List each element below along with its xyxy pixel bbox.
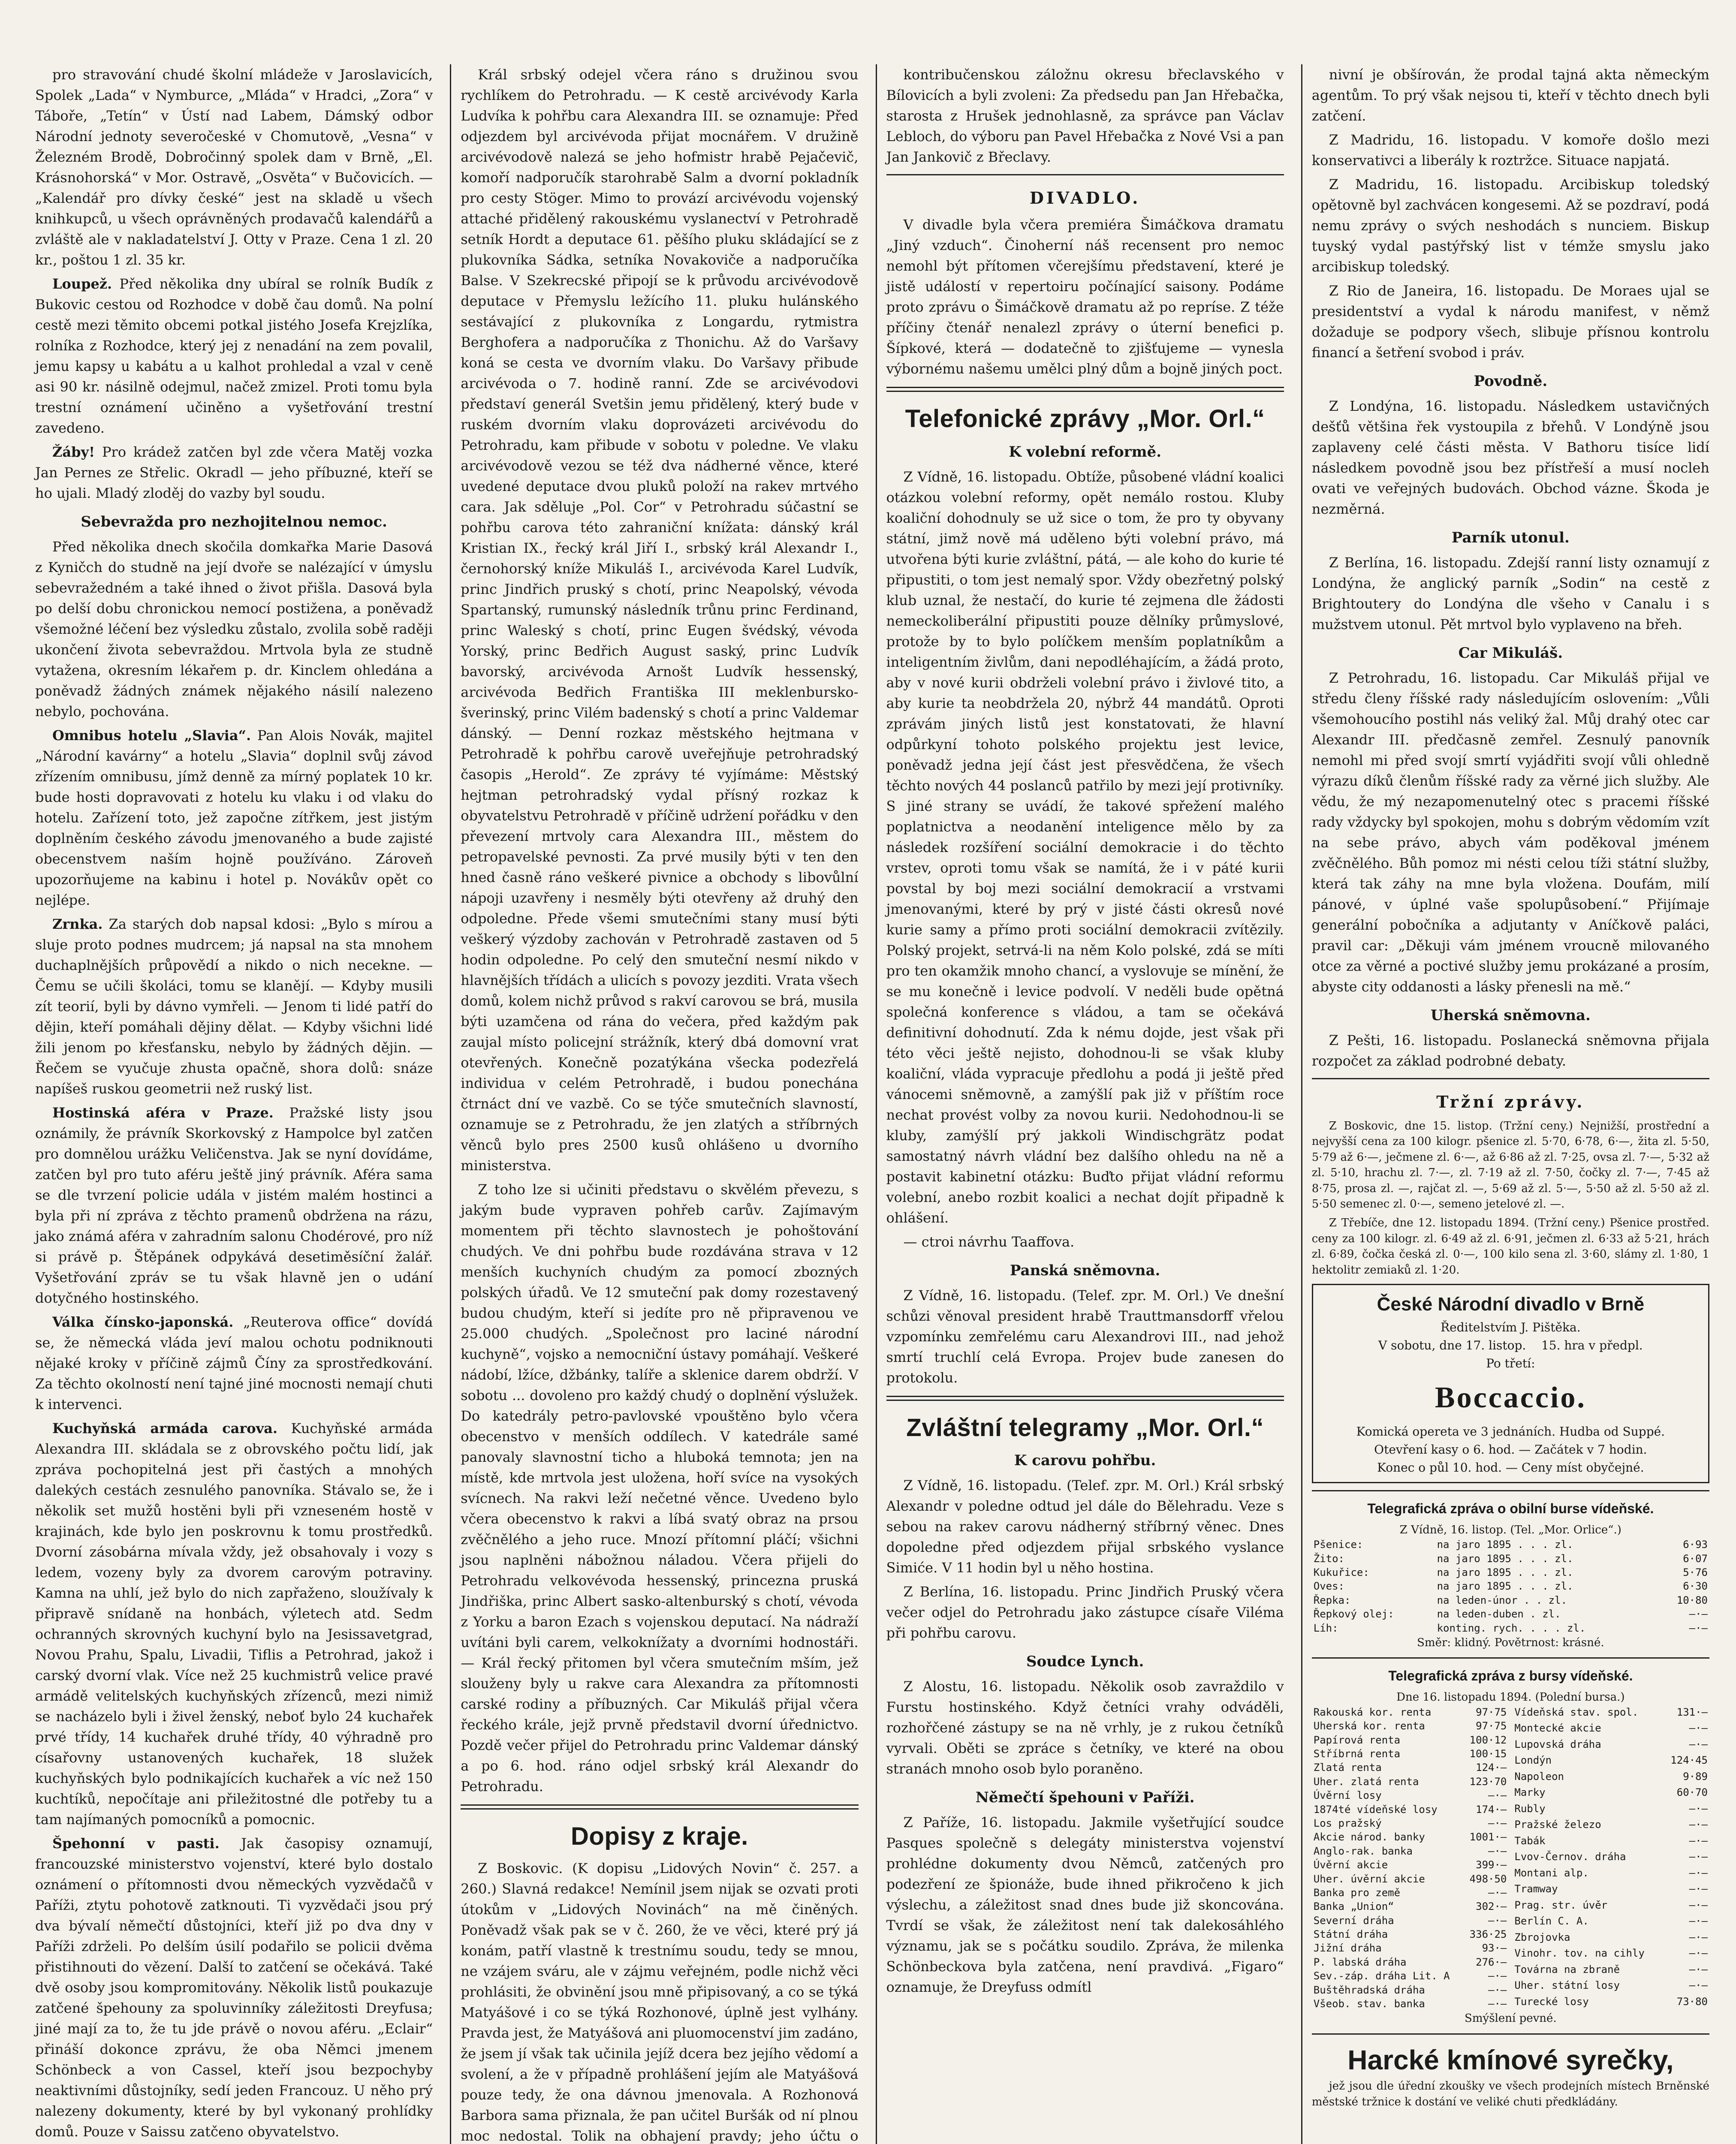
- article-rio: Z Rio de Janeira, 16. listopadu. De Moraes ujal se presidentství a vydal k národu manifest, v němž dožaduje se podpory všech, slibuje přísnou kontrolu financí a šetření svobod i práv.: [1311, 283, 1709, 361]
- stock-row: [1312, 1886, 1509, 1900]
- table-cell: na jaro 1895 . . . zl.: [1437, 1539, 1573, 1551]
- grain-row: [1312, 1621, 1709, 1635]
- table-cell: 73·80: [1676, 1995, 1708, 2008]
- table-cell: Úvěrní akcie: [1313, 1859, 1388, 1871]
- table-cell: —·—: [1689, 1738, 1708, 1750]
- table-cell: —·—: [1689, 1834, 1708, 1847]
- table-cell: Marky: [1514, 1786, 1546, 1799]
- table-cell: Kukuřice:: [1313, 1566, 1369, 1579]
- table-cell: Uher. úvěrní akcie: [1313, 1873, 1425, 1885]
- article-omnibus: Omnibus hotelu „Slavia“. Pan Alois Novák, majitel „Národní kavárny“ a hotelu „Slavia“ doplnil svůj závod zřízením omnibusu, jímž denně za mírný poplatek 10 kr. bude hosti dopravovati z hotelu ku vlaku i od vlaku do hotelu. Zařízení toto, jež započne zítřkem, jest jistým doplněním českého závodu jmenovaného a bude zajisté obecenstvem naším hojně používáno. Zároveň upozorňujeme na kabinu i hotel p. Novákův opět co nejlépe.: [35, 727, 433, 908]
- stock-row: [1312, 1705, 1509, 1719]
- stock-row: [1312, 1900, 1509, 1913]
- table-cell: Uher. zlatá renta: [1313, 1775, 1419, 1788]
- table-cell: Jižní dráha: [1313, 1942, 1382, 1954]
- table-cell: Papírová renta: [1313, 1734, 1401, 1746]
- ad-syrecky-text: jež jsou dle úřední zkoušky ve všech prodejních místech Brněnské městské tržnice k dostání ve veliké chuti předkládány.: [1311, 2080, 1709, 2108]
- ad-syrecky-title: Harcké kmínové syrečky,: [1347, 2044, 1674, 2075]
- theater-time-1: Otevření kasy o 6. hod. — Začátek v 7 hodin.: [1374, 1442, 1647, 1457]
- table-cell: Lupovská dráha: [1514, 1738, 1601, 1750]
- heading-kuchynska: Kuchyňská armáda carova.: [52, 1420, 278, 1436]
- stock-row: [1513, 1802, 1709, 1818]
- article-spehouni: Špehonní v pasti. Jak časopisy oznamují, francouzské ministerstvo vojenství, které bylo dostalo oznámení o přítomnosti dvou německých vyzvědačů v Paříži, ztytu pohotově zatknouti. Ti vyzvědači jsou prý dva bývalí němečtí důstojníci, kteří již po dva dny v Paříži zdrželi. Po delším úsilí podařilo se policii dvěma přistihnouti do vězení. Další to zatčení se očekává. Také dvě osoby jsou kompromitovány. Několik listů poukazuje zatčené špehouny za spoluvinníky záležitosti Dreyfusa; jiné mají za to, že tu jde právě o novou aféru. „Eclair“ přináší dokonce zprávu, že oba Němci jmenem Schönbeck a von Cassel, kteří jsou bezpochyby neaktivními důstojníky, sedí jeden Francouz. U něho prý nalezeny dokumenty, které by byl vykonaný prohlídky domů. Pouze v Saissu zatčeno obyvatelstvo.: [35, 1835, 433, 2140]
- heading-dopisy: Dopisy z kraje.: [571, 1822, 748, 1850]
- stock-row: [1513, 1866, 1709, 1882]
- table-cell: 97·75: [1476, 1720, 1507, 1732]
- table-cell: Akcie národ. banky: [1313, 1831, 1425, 1843]
- table-cell: —·—: [1689, 1722, 1708, 1734]
- stock-row: [1312, 1927, 1509, 1941]
- table-cell: —·—: [1488, 1789, 1507, 1802]
- table-cell: 498·50: [1469, 1873, 1507, 1885]
- table-cell: Vinohr. tov. na cihly: [1514, 1947, 1645, 1960]
- stock-row: [1312, 1719, 1509, 1733]
- divider: [1312, 1657, 1709, 1659]
- table-cell: 336·25: [1469, 1928, 1507, 1941]
- table-cell: —·—: [1689, 1979, 1708, 1992]
- stock-row: [1513, 1818, 1709, 1834]
- table-cell: Žito:: [1313, 1552, 1344, 1565]
- table-cell: na jaro 1895 . . . zl.: [1437, 1580, 1573, 1593]
- theater-play: Boccaccio.: [1435, 1381, 1586, 1414]
- stock-row: [1312, 1803, 1509, 1816]
- heading-uherska: Uherská sněmovna.: [1430, 1007, 1591, 1024]
- stock-row: [1513, 1834, 1709, 1850]
- market-boskovice: Z Boskovic, dne 15. listop. (Tržní ceny.) Nejnižší, prostřední a nejvyšší cena za 100 kilogr. pšenice zl. 5·70, 6·78, 6·—, žita zl. 5·50, 5·79 až 6·—, ječmene zl. 6·—, až 6·86 až zl. 7·25, ovsa zl. 7·—, 5·32 až zl. 5·10, hrachu zl. 7·—, zl. 7·19 až zl. 7·50, čočky zl. 7·—, 7·45 až 8·75, prosa zl. —, rajčat zl. —, 5·69 až zl. 5·—, 5·50 až zl. 5·50 až zl. 5·50 semenec zl. 0·—, semeno jetelové zl. —.: [1311, 1120, 1709, 1211]
- columns: [26, 64, 1719, 2144]
- grain-table: [1312, 1538, 1709, 1635]
- article-kontribucenska: kontribučenskou záložnu okresu břeclavského v Bílovicích a byli zvoleni: Za předsedu pan Jan Hřebačka, starosta z Hrušek jednohlasně, za správce pan Václav Lebloch, do výboru pan Pavel Hřebačka z Nové Vsi a pan Jan Jankovič z Břeclavy.: [886, 66, 1284, 165]
- table-cell: Pražské železo: [1514, 1819, 1601, 1831]
- table-cell: Oves:: [1313, 1580, 1344, 1593]
- table-cell: Uher. státní losy: [1514, 1979, 1620, 1992]
- stock-row: [1513, 1882, 1709, 1898]
- theater-first: Po třetí:: [1486, 1356, 1535, 1370]
- table-cell: —·—: [1488, 1984, 1507, 1996]
- stock-row: [1513, 1770, 1709, 1786]
- divider: [1312, 1078, 1709, 1079]
- table-cell: Banka pro země: [1313, 1886, 1401, 1899]
- grain-row: [1312, 1552, 1709, 1566]
- table-cell: Prag. str. úvěr: [1514, 1899, 1608, 1911]
- table-cell: 97·75: [1476, 1706, 1507, 1718]
- theater-title: České Národní divadlo v Brně: [1377, 1293, 1645, 1315]
- stock-row: [1513, 1721, 1709, 1737]
- grain-row: [1312, 1593, 1709, 1607]
- table-cell: na leden-duben . zl.: [1437, 1608, 1561, 1620]
- table-cell: —·—: [1689, 1931, 1708, 1943]
- table-cell: 399·—: [1476, 1859, 1507, 1871]
- table-cell: Tabák: [1514, 1834, 1546, 1847]
- divider: [886, 174, 1284, 175]
- stock-row: [1312, 1941, 1509, 1955]
- table-cell: 124·45: [1670, 1754, 1708, 1767]
- stock-row: [1312, 1858, 1509, 1872]
- stocks-table-right: [1513, 1705, 1709, 2011]
- divider: [461, 1804, 858, 1810]
- table-cell: Turecké losy: [1514, 1995, 1589, 2008]
- heading-car-mikulas: Car Mikuláš.: [1458, 644, 1563, 662]
- table-cell: Uherská kor. renta: [1313, 1720, 1425, 1732]
- article-sebevrazda: Před několika dnech skočila domkařka Marie Dasová z Kyničch do studně na její dvoře se nalézající v úmyslu sebevražedném a také ihned o život přišla. Dasová byla po delší dobu chronickou nemocí postižena, a poněvadž všemožné léčení bez výsledku zůstalo, zvolila sobě raději ukončení života sebevraždou. Mrtvola byla ze studně vytažena, okresním lékařem p. dr. Kinclem ohledána a poněvadž žádných známek nějakého násilí nalezeno nebylo, pochována.: [35, 539, 433, 720]
- article-zaby: Žáby! Pro krádež zatčen byl zde včera Matěj vozka Jan Pernes ze Střelic. Okradl — jeho příbuzné, kteří se ho ujali. Mladý zloděj do vazby byl soudu.: [35, 444, 433, 501]
- table-cell: Zbrojovka: [1514, 1931, 1570, 1943]
- article-parnik: Z Berlína, 16. listopadu. Zdejší ranní listy oznamují z Londýna, že anglický parník „Sodin“ na cestě z Brightoutery do Londýna dle všeho v Canalu i s mužstvem utonul. Pět mrtvol bylo vyplaveno na břeh.: [1311, 554, 1709, 632]
- table-cell: —·—: [1689, 1819, 1708, 1831]
- theater-time-2: Konec o půl 10. hod. — Ceny míst obyčejné.: [1377, 1460, 1644, 1475]
- table-cell: —·—: [1689, 1867, 1708, 1879]
- stock-row: [1312, 1983, 1509, 1997]
- table-cell: Líh:: [1313, 1622, 1338, 1634]
- stock-row: [1513, 1737, 1709, 1754]
- table-cell: 131·—: [1676, 1706, 1708, 1718]
- article-valka: Válka čínsko-japonská. „Reuterova office“ dovídá se, že německá vláda jeví malou ochotu podniknouti nějaké kroky v příčině zájmů Číny za sprostředkování. Za těchto okolností není tajné jiné mocnosti nemají chuti k intervenci.: [35, 1314, 433, 1412]
- article-kral-srbsky: Král srbský odejel včera ráno s družinou svou rychlíkem do Petrohradu. — K cestě arcivévody Karla Ludvíka k pohřbu cara Alexandra III. se oznamuje: Před odjezdem byl arcivévoda přijat mocnářem. V družině arcivévodově nalezá se jeho hofmistr hrabě Pejačevič, komoří nadporučík starohrabě Salm a dvorní pokladník pro cesty Stöger. Mimo to provází arcivévodu vojenský attaché přidělený rakouskému vyslanectví v Petrohradě setník Hordt a deputace 61. pěšího pluku skládající se z plukovníka Sádka, setníka Novakoviče a nadporučíka Balse. V Szekrecské připojí se k průvodu arcivévodově deputace v Přemyslu ležícího 11. pluku hulánského sestávající z plukovníka z Longardu, rytmistra Berghofera a nadporučíka z Thonichu. Až do Varšavy koná se cesta ve dvorním vlaku. Do Varšavy přibude arcivévoda o 7. hodině ranní. Zde se arcivévodovi představí generál Svetšin jemu přidělený, který bude v ruském dvorním vlaku doprovázeti arcivévodu do Petrohradu, kam přibude v sobotu v poledne. Ve vlaku arcivévodově vezou se též dva nádherné věnce, které uvedené deputace dvou pluků položí na rakev mrtvého cara. Jak sděluje „Pol. Cor“ v Petrohradu súčastní se pohřbu carova této zahraniční knížata: dánský král Kristian IX., řecký král Jiří I., srbský král Alexandr I., černohorský kníže Mikuláš I., arcivévoda Karel Ludvík, princ Jindřich pruský s chotí, princ Neapolský, vévoda Spartanský, rumunský následník trůnu princ Ferdinand, princ Waleský s chotí, princ Eugen švédský, vévoda Yorský, princ Bedřich August saský, princ Ludvík bavorský, arcivévoda Arnošt Ludvík hessenský, arcivévoda Bedřich Františka III meklenbursko-šverinský, princ Vilém badenský s chotí a princ Valdemar dánský. — Denní rozkaz městského hejtmana v Petrohradě k pohřbu carově uveřejňuje petrohradský časopis „Herold“. Ze zprávy té vyjímáme: Městský hejtman petrohradský vydal přísný rozkaz k obyvatelstvu Petrohradě v příčině udržení pořádku v den převezení mrtvoly cara Alexandra III., městem do petropavelské pevnosti. Za prvé musily býti v ten den hned časně ráno veškeré pivnice a obchody s libovůlní nápoji uzavřeny i nesměly býti otevřeny až druhý den odpoledne. Přede všemi smutečními stany musí býti veškerý výzdoby zachován v Petrohradě zastaven od 5 hodin odpoledne. Po celý den smuteční nesmí nikdo v hlavnějších třídách a ulicích s povozy jezditi. Vrata všech domů, kolem nichž průvod s rakví carovou se brá, musila býti uzamčena od rána do večera, před každým pak zaujal místo policejní strážník, který dbá domovní vrat otevřených. Konečně pozatýkána všecka podezřelá individua v celém Petrohradě, i budou ponechána čtrnáct dní ve vazbě. Co se týče smutečních slavností, oznamuje se z Petrohradu, že jen zlatých a stříbrných věnců bylo pres 2500 kusů ohlášeno u dvorního ministerstva.: [461, 66, 859, 1174]
- article-povodne: Z Londýna, 16. listopadu. Následkem ustavičných dešťů většina řek vystoupila z břehů. V Londýně jsou zaplaveny celé části města. V Bathoru tisíce lidí následkem povodně jsou bez přístřeší a musí nocleh ovati ve veřejných budovách. Obchod vázne. Škoda je nezměrná.: [1311, 398, 1709, 517]
- article-nivni: nivní je obšírován, že prodal tajná akta německým agentům. To prý však nejsou ti, kteří v těchto dnech byli zatčení.: [1311, 66, 1709, 124]
- stock-row: [1312, 1816, 1509, 1830]
- table-cell: Továrna na zbraně: [1514, 1963, 1620, 1975]
- table-cell: 302·—: [1476, 1900, 1507, 1913]
- divider: [886, 1396, 1284, 1401]
- table-cell: Berlín C. A.: [1514, 1915, 1589, 1927]
- grain-row: [1312, 1579, 1709, 1593]
- stock-row: [1513, 1963, 1709, 1979]
- table-cell: Montani alp.: [1514, 1867, 1589, 1879]
- theater-director: Ředitelstvím J. Pištěka.: [1441, 1320, 1581, 1334]
- stock-row: [1513, 1786, 1709, 1802]
- table-cell: 123·70: [1469, 1775, 1507, 1788]
- stock-row: [1513, 1914, 1709, 1930]
- theater-ad: [1312, 1284, 1709, 1483]
- table-cell: Všeob. stav. banka: [1313, 1998, 1425, 2010]
- table-cell: 100·15: [1469, 1747, 1507, 1760]
- stocks-footer: Smýšlení pevné.: [1465, 2012, 1557, 2025]
- heading-omnibus: Omnibus hotelu „Slavia“.: [52, 727, 251, 744]
- table-cell: Sev.-záp. dráha Lit. A: [1313, 1970, 1450, 1982]
- table-cell: —·—: [1689, 1963, 1708, 1975]
- stock-row: [1513, 1850, 1709, 1866]
- table-cell: Buštěhradská dráha: [1313, 1984, 1425, 1996]
- article-kuchynska: Kuchyňská armáda carova. Kuchyňské armáda Alexandra III. skládala se z obrovského počtu lidí, jak zpráva pochopitelná jest při častých a mnohých dalekých cestách zesnulého panovníka. Stávalo se, že i několik set mužů hostěni byli při vzneseném hostě v krajinách, kde bylo jen poskrovnu k tomu prostředků. Dvorní zásobárna mívala vždy, jež obsahovaly i vozy s ledem, vozeny byly za dvorem carovým potraviny. Kamna na uhlí, jež bylo do nich zapřaženo, sloužívaly k připravě snídaně na honbách, výletech atd. Sedm ochranných skrovných kuchyní bylo na Jesissavetgrad, Novou Prahu, Spalu, Livadii, Tiflis a Petrohrad, jakož i carský dvorní vlak. Více než 25 kuchmistrů velice pravé armádě velitelských kuchyňských zřízenců, mezi nimiž se nacházelo byli i živel ženský, neboť bylo 24 kuchařek prvé třídy, 14 kuchařek druhé třídy, 40 výhradně pro císařovny ustanovených kuchařek, 18 služek kuchyňských bylo podnikajících kuchařek a víc než 150 kuchtíků, nepočítaje ani přiležitostné dle potřeby tu a tam najímaných pomocníků a pomocnic.: [35, 1420, 433, 1828]
- divider: [886, 387, 1284, 392]
- table-cell: 6·07: [1683, 1552, 1708, 1565]
- table-cell: 10·80: [1676, 1594, 1708, 1606]
- heading-telefonicke: Telefonické zprávy „Mor. Orl.“: [905, 405, 1265, 433]
- grain-row: [1312, 1607, 1709, 1621]
- table-cell: —·—: [1689, 1899, 1708, 1911]
- heading-panska-snemovna: Panská sněmovna.: [1010, 1262, 1160, 1279]
- table-cell: Úvěrní losy: [1313, 1789, 1382, 1802]
- heading-trzni: Tržní zprávy.: [1436, 1092, 1585, 1111]
- heading-zaby: Žáby!: [52, 444, 95, 460]
- article-loupez: Loupež. Před několika dny ubíral se rolník Budík z Bukovic cestou od Rozhodce v době čau domů. Na polní cestě mezi těmito obcemi potkal jistého Josefa Krejzlíka, rolníka z Rozhodce, který jej z nenadání na zem povalil, jemu kapsy u kabátu a u kalhot prohledal a vzal v ceně asi 90 kr. násilně odejmul, načež zmizel. Proti tomu byla trestní oznámení učiněno a vyšetřování trestní zavedeno.: [35, 276, 433, 436]
- table-cell: na jaro 1895 . . . zl.: [1437, 1552, 1573, 1565]
- article-pohreb-cont: Z toho lze si učiniti představu o skvělém převezu, s jakým bude vypraven pohřeb carův. Zajímavým momentem při těchto slavnostech je pohoštování chudých. Ve dni pohřbu bude rozdávána strava v 12 menších kuchyních chudým za pomocí zbozných polských úřadů. Ve 12 smuteční pak domy rozestavený budou chudým, kteří si jedíte pro ně připravenou ve 25.000 chudých. „Společnost pro laciné národní kuchyně“, vojsko a nemocniční ústavy pomáhají. Veškeré nádobí, lžíce, džbánky, talíře a sklenice darem obdrží. V sobotu ... dovoleno pro každý chudý o doplnění výslužek. Do katedrály petro-pavlovské vpouštěno bylo včera obecenstvo v menších oddílech. V katedrále samé panovaly slavnostní ticho a hluboká temnota; jen na místě, kde mrtvola jest uložena, hoří svíce na vysokých svícnech. Na rakvi leží nečetné věnce. Uvedeno bylo včera obecenstvo k rakvi a líbá svatý obraz na prsou zvěčnělého a jeho ruce. Mnozí přítomní pláčí; všichni jsou naplněni nábožnou náladou. Včera přijeli do Petrohradu velkovévoda hessenský, princezna pruská Jindřiška, princ Albert sasko-altenburský s chotí, vévoda z Yorku a baron Ezach s vojenskou deputací. Na nádraží uvítáni byli carem, velkoknížaty a dvorními hodnostáři. — Král řecký přitomen byl včera smutečním mším, jež slouženy byly u rakve cara Alexandra za přítomnosti carské rodiny a příbuzných. Car Mikuláš přijal včera řeckého krále, jejž prvně představil dvorní úřednictvo. Pozdě večer přijel do Petrohradu princ Valdemar dánský a po 6. hod. ráno odjel srbský král Alexandr do Petrohradu.: [461, 1181, 859, 1795]
- table-cell: 93·—: [1482, 1942, 1507, 1954]
- table-cell: Stříbrná renta: [1313, 1747, 1401, 1760]
- heading-sebevrazda: Sebevražda pro nezhojitelnou nemoc.: [81, 513, 387, 530]
- heading-nemecti-spehouni: Němečtí špehouni v Paříži.: [975, 1789, 1195, 1807]
- article-hostinska: Hostinská aféra v Praze. Pražské listy jsou oznámily, že právník Skorkovský z Hampolce byl zatčen pro domnělou urážku Veličenstva. Jak se nyní dovídáme, zatčen byl pro tuto aféru ještě jiný právník. Aféra sama se dle tvrzení policie udála v jistém malém hostinci a byla při ní zpráva z těchto pramenů obdržena na rázu, jako známá aféra v zahradním salonu Chodérové, pro níž si právě p. Štěpánek odpykává desetiměsíční žalář. Vyšetřování zpráv se tu však hlavně jen o udání dotyčného hostinského.: [35, 1105, 433, 1306]
- table-cell: Rakouská kor. renta: [1313, 1706, 1432, 1718]
- stock-row: [1312, 1914, 1509, 1927]
- stock-row: [1312, 1761, 1509, 1774]
- column-4: [1301, 64, 1719, 2144]
- table-cell: Banka „Union“: [1313, 1900, 1394, 1913]
- table-cell: 124·—: [1476, 1762, 1507, 1774]
- article-carovu-pohrbu: Z Vídně, 16. listopadu. (Telef. zpr. M. Orl.) Král srbský Alexandr v poledne odtud jel dále do Bělehradu. Veze s sebou na rakev carovu nádherný stříbrný věnec. Dnes dopoledne před odjezdem přijal srbského vyslance Simiće. V 11 hodin byl u něho hostina.: [886, 1477, 1284, 1576]
- table-cell: Severní dráha: [1313, 1914, 1394, 1927]
- table-cell: 9·89: [1683, 1770, 1708, 1783]
- heading-soudce-lynch: Soudce Lynch.: [1026, 1653, 1144, 1671]
- table-cell: 174·—: [1476, 1803, 1507, 1816]
- stocks-date: Dne 16. listopadu 1894. (Polední bursa.): [1396, 1691, 1625, 1704]
- table-cell: Zlatá renta: [1313, 1762, 1382, 1774]
- table-cell: —·—: [1689, 1608, 1708, 1620]
- grain-date: Z Vídně, 16. listop. (Tel. „Mor. Orlice“.): [1399, 1523, 1621, 1536]
- table-cell: 276·—: [1476, 1956, 1507, 1968]
- divider: [1312, 2033, 1709, 2035]
- table-cell: 6·93: [1683, 1539, 1708, 1551]
- article-madrid-1: Z Madridu, 16. listopadu. V komoře došlo mezi konservativci a liberály k roztržce. Situace napjatá.: [1311, 132, 1709, 169]
- table-cell: Tramway: [1514, 1883, 1558, 1895]
- table-cell: —·—: [1488, 1886, 1507, 1899]
- table-cell: Montecké akcie: [1514, 1722, 1601, 1734]
- grain-row: [1312, 1538, 1709, 1551]
- table-cell: —·—: [1488, 1914, 1507, 1927]
- table-cell: P. labská dráha: [1313, 1956, 1407, 1968]
- table-cell: —·—: [1689, 1622, 1708, 1634]
- article-panska-snemovna: Z Vídně, 16. listopadu. (Telef. zpr. M. Orl.) Ve dnešní schůzi věnoval president hrabě Trauttmansdorff vřelou vzpomínku zemřelému caru Alexandrovi III., nad jehož smrtí truchlí celá Evropa. Projev bude zanesen do protokolu.: [886, 1287, 1284, 1386]
- heading-zvlastni: Zvláštní telegramy „Mor. Orl.“: [906, 1413, 1264, 1442]
- article-divadlo: V divadle byla včera premiéra Šimáčkova dramatu „Jiný vzduch“. Činoherní náš recensent pro nemoc nemohl být přítomen včerejšímu představení, které je jistě událostí v repertoiru počínající saisony. Podáme proto zprávu o Šimáčkově dramatu až po repríse. Z téže příčiny čtenář nenalezl zprávy o úterní benefici p. Šípkové, která — dodatečně to zjišťujeme — vynesla výbornému našemu umělci plný dům a bojně jiných poct.: [886, 217, 1284, 377]
- table-cell: na leden-únor . . zl.: [1437, 1594, 1567, 1606]
- table-cell: Řepka:: [1313, 1594, 1351, 1606]
- table-cell: —·—: [1689, 1947, 1708, 1960]
- stock-row: [1312, 1747, 1509, 1761]
- stock-row: [1513, 1930, 1709, 1947]
- heading-volebni-reforma: K volební reformě.: [1009, 443, 1162, 461]
- article-soudce-lynch: Z Alostu, 16. listopadu. Několik osob zavraždilo v Furstu hostinského. Když četníci vrahy odváděli, rozhořčené zástupy se na ně vrhly, je z rukou četníků vyrvali. Oběti se zpráce s četníky, ve které na obou stranách mnoho osob bylo poraněno.: [886, 1678, 1284, 1777]
- table-cell: na jaro 1895 . . . zl.: [1437, 1566, 1573, 1579]
- table-cell: 5·76: [1683, 1566, 1708, 1579]
- theater-date-line: V sobotu, dne 17. listop. 15. hra v předpl.: [1378, 1338, 1643, 1352]
- heading-zrnka: Zrnka.: [52, 916, 103, 932]
- column-3: [876, 64, 1293, 2144]
- stock-row: [1513, 1995, 1709, 2011]
- stock-row: [1312, 1955, 1509, 1969]
- article-madrid-2: Z Madridu, 16. listopadu. Arcibiskup toledský opětovně byl zachvácen kongesemi. Až se pozdraví, podá nemu zprávy o svých neshodách s nunciem. Biskup tuyský vydal pastýřský list v témže smyslu jako arcibiskup toledský.: [1311, 176, 1709, 275]
- article-car-mikulas: Z Petrohradu, 16. listopadu. Car Mikuláš přijal ve středu členy říšské rady následujícím oslovením: „Vůli všemohoucího postihl nás veliký žal. Můj drahý otec car Alexandr III. předčasně zemřel. Zesnulý panovník nemohl mi před svojí smrtí vyjádřiti svojí vůli ohledně výrazu díků členům říšské rady za věrné jich služby. Ale vědu, že mý nezapomenutelný otec s pracemi říšské rady vždycky byl spokojen, mohu s dobrým vědomím vzít na sebe právo, abych vám poděkoval jménem zvěčnělého. Bůh pomoz mi nésti celou tíži státní služby, která tak záhy na mne byla vložena. Doufám, milí pánové, v úplné vaše spolupůsobení.“ Přijímaje generální pobočníka a adjutanty v Aníčkově paláci, pravil car: „Děkuji vám jménem vroucně milovaného otce za věrné a poctivé služby jemu prokázané a prosím, abyste city oddanosti a lásky přenesli na mě.“: [1311, 670, 1709, 995]
- heading-divadlo: DIVADLO.: [1029, 188, 1141, 208]
- table-cell: —·—: [1488, 1817, 1507, 1829]
- table-cell: 1001·—: [1469, 1831, 1507, 1843]
- heading-parnik: Parník utonul.: [1451, 529, 1570, 546]
- heading-povodne: Povodně.: [1474, 373, 1548, 390]
- stock-row: [1513, 1898, 1709, 1915]
- stocks-tables: [1312, 1705, 1709, 2011]
- table-cell: Pšenice:: [1313, 1539, 1363, 1551]
- stock-row: [1312, 1789, 1509, 1802]
- heading-spehouni: Špehonní v pasti.: [52, 1835, 220, 1852]
- stock-row: [1312, 1872, 1509, 1886]
- grain-footer: Směr: klidný. Povětrnost: krásné.: [1417, 1636, 1604, 1650]
- article-zrnka: Zrnka. Za starých dob napsal kdosi: „Bylo s mírou a sluje proto podnes mudrcem; já napsal na sta mnohem duchaplnějších průpovědí a nikdo o nich necekne. — Čemu se učili školáci, tomu se klanějí. — Kdyby musili zít teorií, byli by dávno vymřeli. — Jenom ti lidé patří do dějin, kteří pomáhali dějiny dělat. — Kdyby všichni lidé žili jenom po křesťansku, nebylo by žádných dějin. — Řečem se vyučuje zhusta opačně, shora dolů: snáze napíšeš ruskou geometrii než ruský list.: [35, 916, 433, 1097]
- stock-row: [1312, 1830, 1509, 1844]
- table-cell: konting. rych. . . . zl.: [1437, 1622, 1586, 1634]
- heading-carovu-pohrbu: K carovu pohřbu.: [1014, 1452, 1156, 1469]
- article-berlin: Z Berlína, 16. listopadu. Princ Jindřich Pruský včera večer odjel do Petrohradu jako zástupce císaře Viléma při pohřbu carovu.: [886, 1584, 1284, 1641]
- table-cell: Rubly: [1514, 1802, 1546, 1815]
- stock-row: [1312, 1733, 1509, 1747]
- column-1: [26, 64, 442, 2144]
- stock-row: [1312, 1775, 1509, 1789]
- table-cell: 100·12: [1469, 1734, 1507, 1746]
- table-cell: —·—: [1689, 1883, 1708, 1895]
- article-volebni-reforma: Z Vídně, 16. listopadu. Obtíže, působené vládní koalici otázkou volební reformy, opět nemálo rostou. Kluby koaliční dohodnuly se už sice o tom, že pro ty obyvany státní, jimž nově má uděleno býti volební právo, má utvořena býti kurie zvláštní, pátá, — ale koho do kurie té připustiti, o tom jest nemalý spor. Vždy obezřetný polský klub uznal, že nestačí, do kurie té zejmena dle žádosti nemeckoliberální připustiti pouze dělníky průmyslové, protože by to bylo políčkem menším poplatníkům a inteligentním živlům, dani nepodléhajícím, a žádá proto, aby v nové kurii obdrželi volební právo i živlové tito, a aby kurie ta neobdržela 20, nýbrž 44 mandátů. Oproti zprávám jiných listů jest konstatovati, že hlavní odpůrkyní tohoto polského projektu jest levice, poněvadž jedna její část jest přesvědčena, že všech těchto nových 44 poslanců patřilo by mezi její protivníky. S jiné strany se uvádí, že takové spřežení malého poplatnictva a neodanění inteligence mělo by za následek rozšíření sociální demokracie i do těchto vrstev, oproti tomu však se namítá, že i v páté kurii povstal by boj mezi sociální demokracií a vrstvami jmenovanými, které by prý v jisté části okresů nové kurie samy a přímo proti sociální demokracii zvítězily. Polský projekt, setrvá-li na něm Kolo polské, zdá se míti pro ten okamžik mnoho chancí, a vyslovuje se mínění, že se mu konečně i levice podvolí. V neděli bude opětná společná konference s vládou, a tam se očekává definitivní dohodnutí. Zda k nému dojde, jest však při této věci ještě nejisto, dohodnou-li se však kluby koaliční, vláda vypracuje předlohu a podá ji ještě před vánocemi sněmovně, a zamýšlí pak již v příštím roce nechat provést volby za novou kurii. Nedohodnou-li se kluby, zamýšlí prý jakkoli Windischgrätz podat samostatný návrh vládní bez dalšího ohledu na ně a postavit kabinetní otázku: Buďto přijat vládní reformu volební, anebo rozbit koalici a nechat dojít připadně k ohlášení.: [886, 468, 1284, 1226]
- heading-hostinska: Hostinská aféra v Praze.: [52, 1105, 274, 1121]
- table-cell: Řepkový olej:: [1313, 1608, 1394, 1620]
- table-cell: 60·70: [1676, 1786, 1708, 1799]
- article-volebni-reforma-end: — ctroi návrhu Taaffova.: [903, 1233, 1075, 1250]
- market-trebic: Z Třebíče, dne 12. listopadu 1894. (Tržní ceny.) Pšenice prostřed. ceny za 100 kilogr. zl. 6·49 až zl. 6·91, ječmen zl. 6·33 až 5·21, hrách zl. 6·89, čočka česká zl. 0·—, 100 kilo sena zl. 3·60, slámy zl. 1·80, 1 hektolitr zemiaků zl. 1·20.: [1311, 1217, 1709, 1277]
- table-cell: Los pražský: [1313, 1817, 1382, 1829]
- table-cell: 6·30: [1683, 1580, 1708, 1593]
- divider: [1312, 1490, 1709, 1491]
- table-cell: —·—: [1488, 1970, 1507, 1982]
- article-uherska: Z Pešti, 16. listopadu. Poslanecká sněmovna přijala rozpočet za základ podrobné debaty.: [1311, 1032, 1709, 1069]
- stock-row: [1312, 1997, 1509, 2011]
- table-cell: Státní dráha: [1313, 1928, 1388, 1941]
- table-cell: —·—: [1689, 1915, 1708, 1927]
- stocks-title: Telegrafická zpráva z bursy vídeňské.: [1388, 1668, 1633, 1684]
- table-cell: Vídeňská stav. spol.: [1514, 1706, 1639, 1718]
- stock-row: [1312, 1844, 1509, 1858]
- table-cell: Londýn: [1514, 1754, 1552, 1767]
- grain-row: [1312, 1566, 1709, 1579]
- heading-valka: Válka čínsko-japonská.: [52, 1314, 234, 1330]
- stock-row: [1513, 1705, 1709, 1722]
- table-cell: Anglo-rak. banka: [1313, 1845, 1413, 1857]
- grain-title: Telegrafická zpráva o obilní burse vídeňské.: [1367, 1500, 1654, 1516]
- stock-row: [1513, 1946, 1709, 1963]
- stock-row: [1513, 1753, 1709, 1770]
- heading-loupez: Loupež.: [52, 276, 112, 292]
- article-boskovice: Z Boskovic. (K dopisu „Lidových Novin“ č. 257. a 260.) Slavná redakce! Nemínil jsem nijak se ozvati proti útokům v „Lidových Novinách“ na mě činěných. Poněvadž však pak se v č. 260, že ve věci, které prý já konám, patří vlastně k trestnímu soudu, tedy se mnou, ne vzájem sváru, ale v zájmu veřejném, podle nichž věci prohlásiti, že obvinění jsou mně připisovaný, a co se týká Matyášové i co se týká Rozhonové, úplně jest vylhány. Pravda jest, že Matyášová ani pluomocenství jim zadáno, že jsem jí však tak učinila jejíž dcera bez jejího vědomí a svolení, a že v případně prohlášení jejím ale Matyášová pouze tedy, že ona dávnou jmenovala. A Rozhonová Barbora sama přiznala, že pan učitel Buršák od ní plnou moc nedostal. Tolik na obhajení pravdy; jeho účtu o: [461, 1860, 859, 2144]
- stock-row: [1513, 1978, 1709, 1995]
- stocks-table-left: [1312, 1705, 1509, 2011]
- table-cell: 1874té vídeňské losy: [1313, 1803, 1438, 1816]
- table-cell: —·—: [1488, 1998, 1507, 2010]
- theater-desc: Komická opereta ve 3 jednáních. Hudba od Suppé.: [1356, 1424, 1665, 1439]
- table-cell: Napoleon: [1514, 1770, 1564, 1783]
- table-cell: —·—: [1689, 1802, 1708, 1815]
- table-cell: —·—: [1689, 1851, 1708, 1863]
- table-cell: —·—: [1488, 1845, 1507, 1857]
- stock-row: [1312, 1969, 1509, 1983]
- article-nemecti-spehouni: Z Paříže, 16. listopadu. Jakmile vyšetřující soudce Pasques společně s delegáty ministerstva vojenství prohlédne dokumenty dvou Němců, zatčených pro podezření ze špionáže, bude ihned přikročeno k jich výslechu, a záležitost snad dnes bude již skoncována. Tvrdí se však, že záležitost není tak dalekosáhlého významu, jak se s počátku soudilo. Zpráva, že milenka Schönbeckova byla zatčena, není pravdivá. „Figaro“ oznamuje, že Dreyfuss odmítl: [886, 1814, 1284, 1996]
- column-2: [450, 64, 868, 2144]
- intro-paragraph: pro stravování chudé školní mládeže v Jaroslavicích, Spolek „Lada“ v Nymburce, „Mláda“ v Hradci, „Zora“ v Táboře, „Tetín“ v Ústí nad Labem, Dámský odbor Národní jednoty severočeské v Chomutově, „Vesna“ v Železném Brodě, Dobročinný spolek dam v Brně, „El. Krásnohorská“ v Mor. Ostravě, „Osvěta“ v Bučovicích. — „Kalendář pro dívky české“ jest na skladě u všech knihkupců, u všech oprávněných prodavačů kalendářů a zvláště ale v nakladatelství J. Otty v Praze. Cena 1 zl. 20 kr., poštou 1 zl. 35 kr.: [35, 66, 433, 268]
- table-cell: Lvov-Černov. dráha: [1514, 1851, 1626, 1863]
